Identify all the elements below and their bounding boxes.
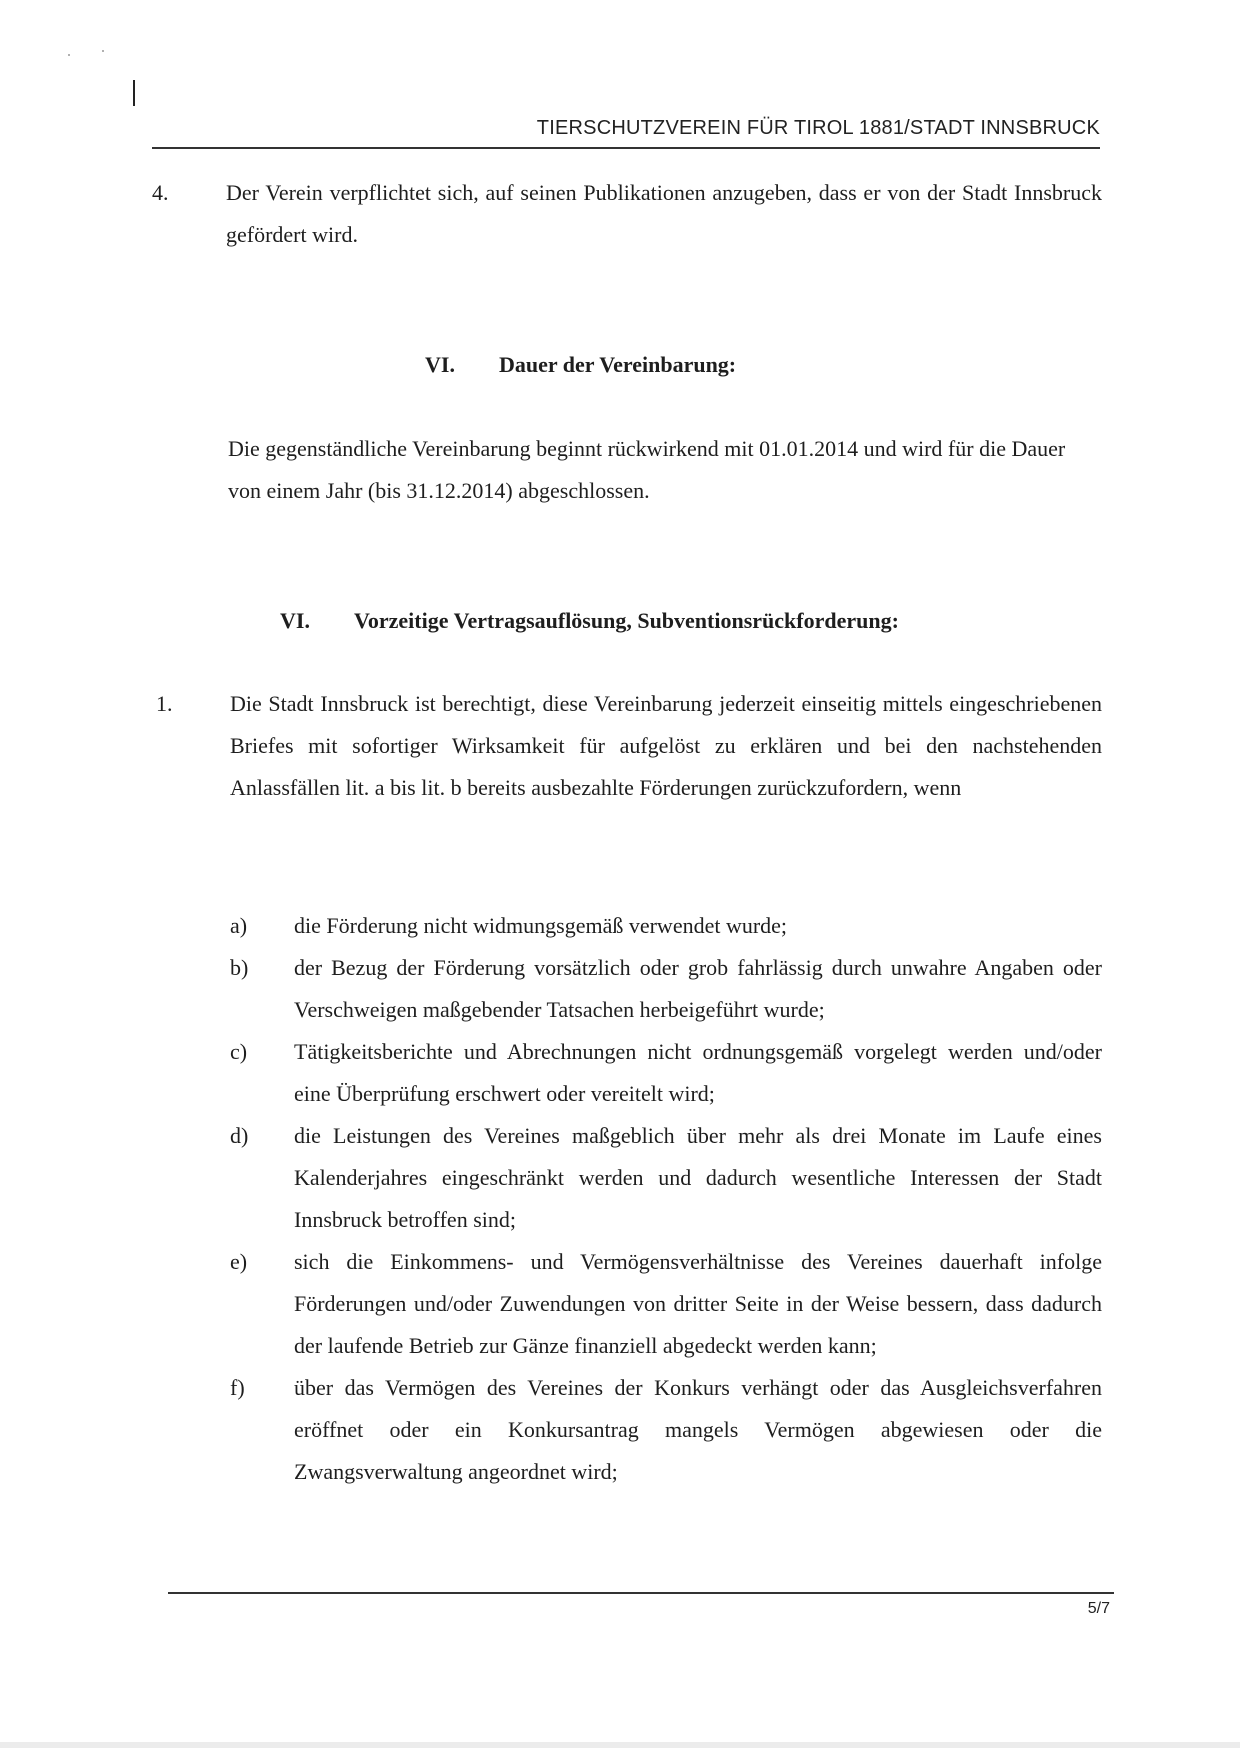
list-item <box>230 1031 1102 1115</box>
section-title: Dauer der Vereinbarung: <box>499 352 737 377</box>
list-letter: e) <box>230 1249 248 1274</box>
list-letter: d) <box>230 1123 249 1148</box>
list-item <box>230 947 1102 1031</box>
section-number: VI. <box>425 352 455 377</box>
section-heading-termination <box>280 606 899 636</box>
paragraph-number: 1. <box>156 691 173 716</box>
section-title: Vorzeitige Vertragsauflösung, Subventionsrückforderung: <box>354 608 899 633</box>
paragraph-text: Der Verein verpflichtet sich, auf seinen Publikationen anzugeben, dass er von der Stadt Innsbruck gefördert wird. <box>226 180 1102 247</box>
list-item-text: der Bezug der Förderung vorsätzlich oder grob fahrlässig durch unwahre Angaben oder Verschweigen maßgebender Tatsachen herbeigeführt wurde; <box>294 955 1102 1022</box>
page-number: 5/7 <box>1087 1600 1110 1617</box>
scan-speck <box>102 50 104 52</box>
list-letter: a) <box>230 913 248 938</box>
paragraph-4 <box>152 172 1102 256</box>
list-letter: f) <box>230 1375 245 1400</box>
list-item-text: die Förderung nicht widmungsgemäß verwendet wurde; <box>294 913 788 938</box>
scan-speck <box>68 54 70 56</box>
condition-list <box>230 905 1102 1493</box>
section-heading-duration <box>425 350 736 380</box>
section-number: VI. <box>280 608 310 633</box>
list-item <box>230 905 1102 947</box>
list-item <box>230 1367 1102 1493</box>
paragraph-number: 4. <box>152 180 169 205</box>
page-header-title: TIERSCHUTZVEREIN FÜR TIROL 1881/STADT INNSBRUCK <box>536 117 1100 139</box>
list-letter: c) <box>230 1039 248 1064</box>
header-rule <box>152 147 1100 149</box>
duration-paragraph: Die gegenständliche Vereinbarung beginnt rückwirkend mit 01.01.2014 und wird für die Dauer von einem Jahr (bis 31.12.2014) abgeschlossen. <box>228 436 1066 503</box>
list-item-text: über das Vermögen des Vereines der Konkurs verhängt oder das Ausgleichsverfahren eröffnet oder ein Konkursantrag mangels Vermögen abgewiesen oder die Zwangsverwaltung angeordnet wird; <box>294 1375 1102 1484</box>
footer-rule <box>168 1592 1114 1594</box>
list-item <box>230 1115 1102 1241</box>
paragraph-1 <box>156 683 1102 809</box>
list-letter: b) <box>230 955 249 980</box>
list-item-text: sich die Einkommens- und Vermögensverhältnisse des Vereines dauerhaft infolge Förderungen und/oder Zuwendungen von dritter Seite in der Weise bessern, dass dadurch der laufende Betrieb zur Gänze finanziell abgedeckt werden kann; <box>294 1249 1102 1358</box>
scan-bottom-edge <box>0 1742 1240 1748</box>
list-item-text: die Leistungen des Vereines maßgeblich über mehr als drei Monate im Laufe eines Kalenderjahres eingeschränkt werden und dadurch wesentliche Interessen der Stadt Innsbruck betroffen sind; <box>294 1123 1102 1232</box>
scan-mark <box>133 80 135 106</box>
list-item <box>230 1241 1102 1367</box>
list-item-text: Tätigkeitsberichte und Abrechnungen nicht ordnungsgemäß vorgelegt werden und/oder eine Überprüfung erschwert oder vereitelt wird; <box>294 1039 1102 1106</box>
paragraph-text: Die Stadt Innsbruck ist berechtigt, diese Vereinbarung jederzeit einseitig mittels eingeschriebenen Briefes mit sofortiger Wirksamkeit für aufgelöst zu erklären und bei den nachstehenden Anlassfällen lit. a bis lit. b bereits ausbezahlte Förderungen zurückzufordern, wenn <box>230 691 1102 800</box>
